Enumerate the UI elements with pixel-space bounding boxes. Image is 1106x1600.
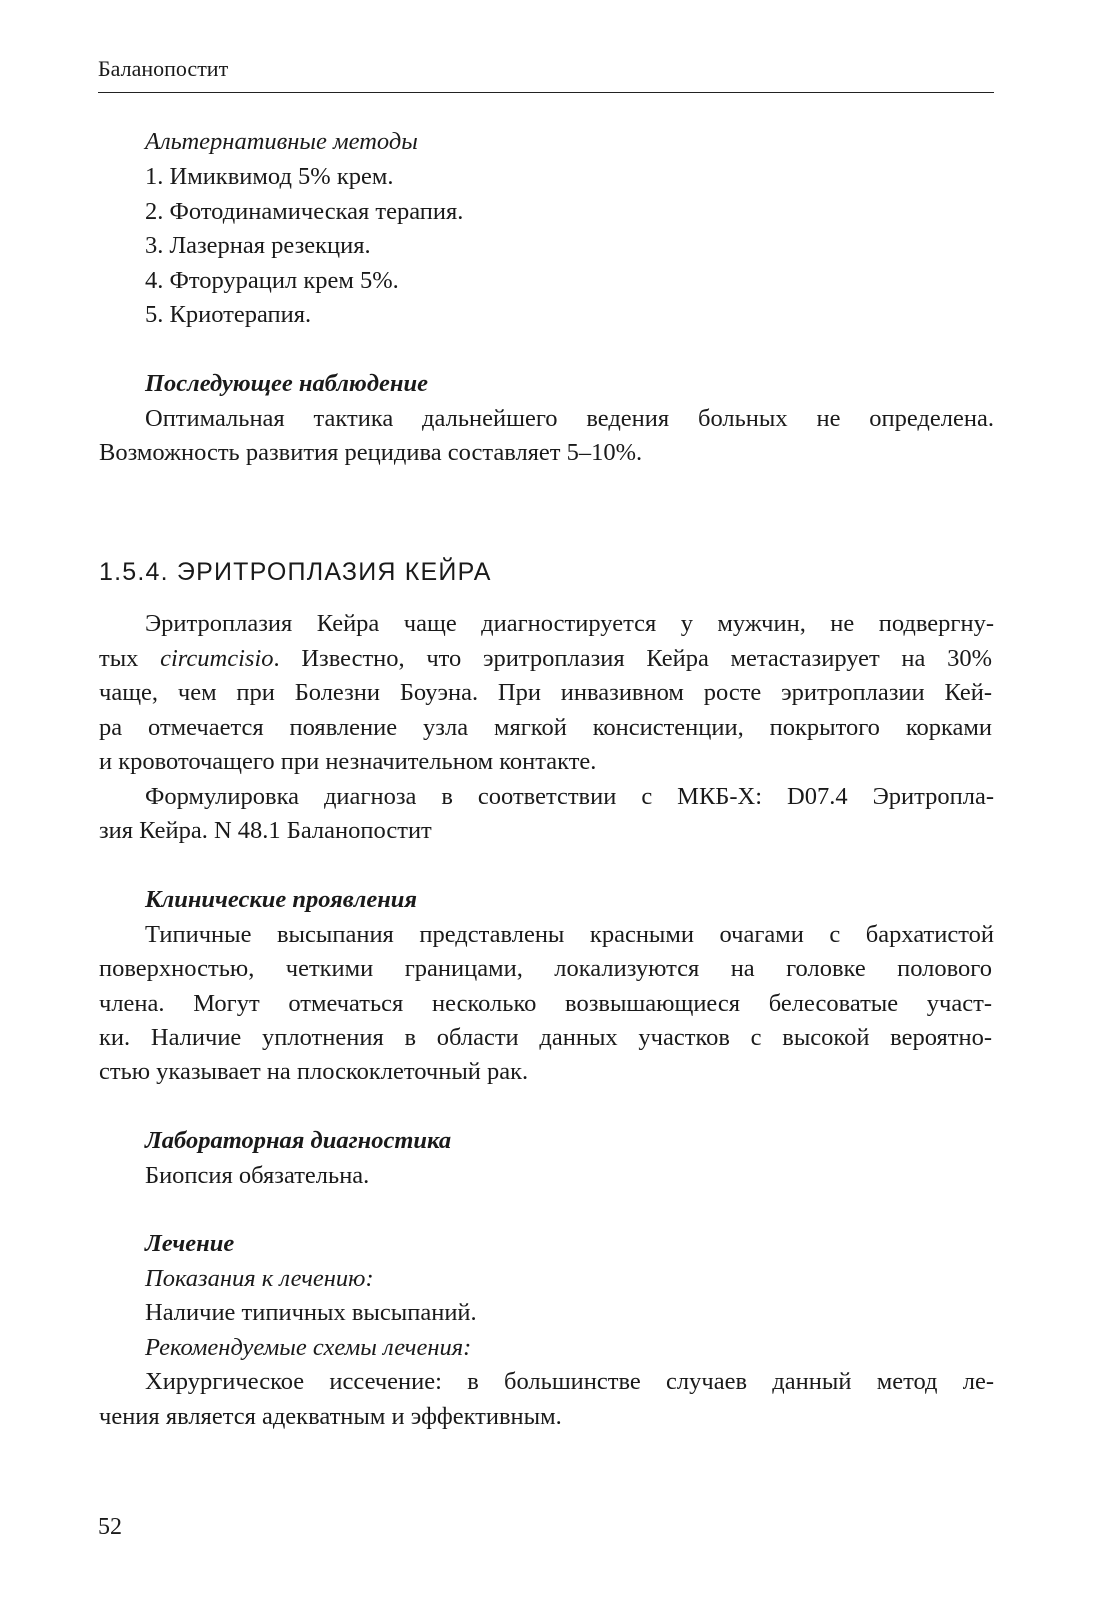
followup-title: Последующее наблюдение (145, 370, 428, 397)
clinical-line: ки. Наличие уплотнения в области данных участков с высокой вероятно- (99, 1024, 992, 1051)
intro-line: ра отмечается появление узла мягкой консистенции, покрытого корками (99, 714, 992, 741)
page-number: 52 (98, 1514, 122, 1540)
followup-line: Возможность развития рецидива составляет 5–10%. (99, 439, 643, 466)
lab-title: Лабораторная диагностика (145, 1127, 452, 1154)
followup-line: Оптимальная тактика дальнейшего ведения больных не определена. (145, 405, 994, 432)
diagnosis-line: зия Кейра. N 48.1 Баланопостит (99, 817, 432, 844)
diagnosis-line: Формулировка диагноза в соответствии с МКБ-X: D07.4 Эритропла- (145, 783, 994, 810)
latin-term: circumcisio (160, 645, 274, 672)
lab-text: Биопсия обязательна. (145, 1162, 370, 1189)
list-item: 4. Фторурацил крем 5%. (145, 267, 399, 294)
schemes-title: Рекомендуемые схемы лечения: (145, 1334, 472, 1361)
indications-text: Наличие типичных высыпаний. (145, 1299, 477, 1326)
list-item: 2. Фотодинамическая терапия. (145, 198, 464, 225)
running-header (98, 56, 994, 93)
schemes-line: чения является адекватным и эффективным. (99, 1403, 562, 1430)
clinical-title: Клинические проявления (145, 886, 418, 913)
list-item: 1. Имиквимод 5% крем. (145, 163, 394, 190)
clinical-line: члена. Могут отмечаться несколько возвышающиеся белесоватые участ- (99, 990, 992, 1017)
treatment-title: Лечение (145, 1230, 235, 1257)
indications-title: Показания к лечению: (145, 1265, 374, 1292)
clinical-line: поверхностью, четкими границами, локализуются на головке полового (99, 955, 992, 982)
intro-line: Эритроплазия Кейра чаще диагностируется у мужчин, не подвергну- (145, 610, 994, 637)
intro-line: тых circumcisio. Известно, что эритроплазия Кейра метастазирует на 30% (99, 645, 993, 672)
list-item: 3. Лазерная резекция. (145, 232, 371, 259)
intro-line: и кровоточащего при незначительном контакте. (99, 748, 597, 775)
clinical-line: Типичные высыпания представлены красными очагами с бархатистой (145, 921, 994, 948)
intro-line: чаще, чем при Болезни Боуэна. При инвазивном росте эритроплазии Кей- (99, 679, 992, 706)
section-heading: 1.5.4. ЭРИТРОПЛАЗИЯ КЕЙРА (99, 558, 492, 586)
running-title: Баланопостит (98, 56, 229, 81)
schemes-line: Хирургическое иссечение: в большинстве случаев данный метод ле- (145, 1368, 994, 1395)
clinical-line: стью указывает на плоскоклеточный рак. (99, 1058, 529, 1085)
list-item: 5. Криотерапия. (145, 301, 312, 328)
alternatives-title: Альтернативные методы (145, 128, 418, 155)
